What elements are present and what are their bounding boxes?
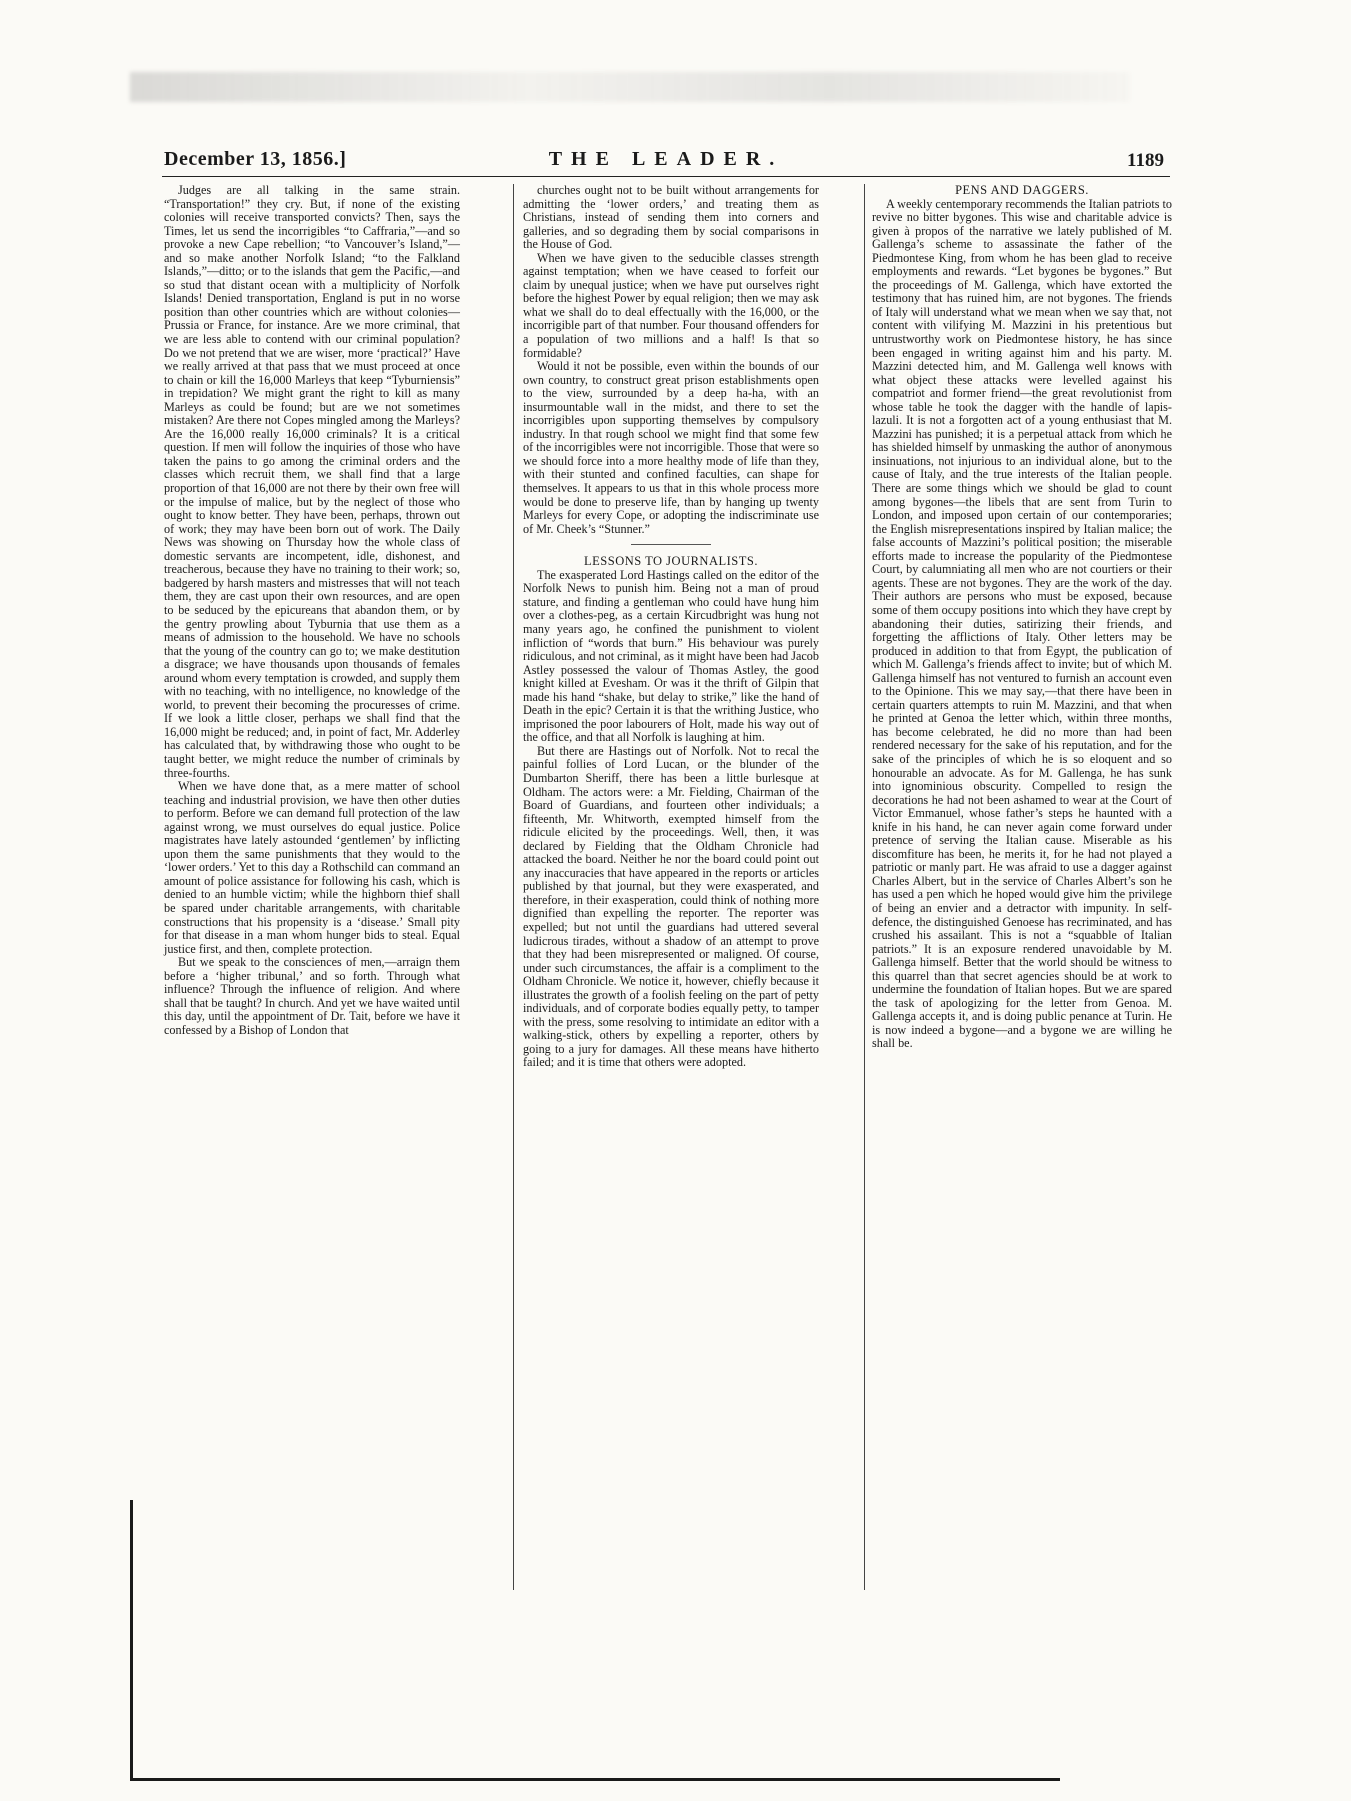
section-divider bbox=[631, 544, 711, 545]
paragraph: Would it not be possible, even within the bounds of our own country, to construct great prison establishments open to the view, surrounded by a deep ha-ha, with an insurmountable wall in the midst, and there to set the incorrigibles upon supporting themselves by compulsory industry. In that rough school we might find that some few of the incorrigibles were not incorrigible. Those that were so we should force into a more healthy mode of life than they, with their stunted and confined faculties, can shape for themselves. It appears to us that in this whole process more would be done to preserve life, than by hanging up twenty Marleys for every Cope, or adopting the indiscriminate use of Mr. Cheek’s “Stunner.” bbox=[523, 359, 819, 536]
paragraph: When we have done that, as a mere matter of school teaching and industrial provision, we have then other duties to perform. Before we can demand full protection of the law against wrong, we must ourselves do equal justice. Police magistrates have lately astounded ‘gentlemen’ by inflicting upon them the same punishments that they would to the ‘lower orders.’ Yet to this day a Rothschild can command an amount of police assistance for following his cash, which is denied to an humble victim; while the highborn thief shall be spared under charitable arrangements, with charitable constructions that his propensity is a ‘disease.’ Small pity for that disease in a man whom hunger bids to steal. Equal justice first, and then, complete protection. bbox=[164, 779, 460, 956]
column-2 bbox=[523, 184, 819, 1070]
scan-edge bbox=[130, 1500, 133, 1780]
page-header bbox=[162, 142, 1170, 177]
paragraph: Judges are all talking in the same strain. “Transportation!” they cry. But, if none of the existing colonies will receive transported convicts? Then, says the Times, let us send the incorrigibles “to Caffraria,”—and so provoke a new Cape rebellion; “to Vancouver’s Island,”—and so make another Norfolk Island; “to the Falkland Islands,”—ditto; or to the islands that gem the Pacific,—and so stud that distant ocean with a multiplicity of Norfolk Islands! Denied transportation, England is put in no worse position than other countries which are without colonies—Prussia or France, for instance. Are we more criminal, that we are less able to contend with our criminal population? Do we not pretend that we are wiser, more ‘practical?’ Have we really arrived at that pass that we must proceed at once to chain or kill the 16,000 Marleys that keep “Tyburniensis” in trepidation? We might grant the right to kill as many Marleys as could be found; but are we not sometimes mistaken? Are there not Copes mingled among the Marleys? Are the 16,000 really 16,000 criminals? It is a critical question. If men will follow the inquiries of those who have taken the pains to go among the criminal orders and the classes which recruit them, we shall find that a large proportion of that 16,000 are not there by their own free will or the impulse of malice, but by the neglect of those who ought to know better. They have been, perhaps, thrown out of work; they may have been born out of work. The Daily News was showing on Thursday how the whole class of domestic servants are incompetent, idle, dishonest, and treacherous, because they have no training to their work; so, badgered by harsh masters and mistresses that will not teach them, they are cast upon their own resources, and are open to be seduced by the epicureans that abandon them, or by the gentry prowling about Tyburnia that use them as a means of admission to the household. We have no schools that the young of the country can go to; we make destitution a disgrace; we have thousands upon thousands of females around whom every temptation is crowded, and supply them with no teaching, with no intelligence, no knowledge of the world, to prevent their becoming the procuresses of crime. If we look a little closer, perhaps we shall find that the 16,000 might be reduced; and, in point of fact, Mr. Adderley has calculated that, by withdrawing those who ought to be taught better, we might reduce the number of criminals by three-fourths. bbox=[164, 183, 460, 780]
scan-bottom-edge bbox=[130, 1778, 1060, 1781]
paragraph: But there are Hastings out of Norfolk. Not to recal the painful follies of Lord Lucan, or the blunder of the Dumbarton Sheriff, there has been a little burlesque at Oldham. The actors were: a Mr. Fielding, Chairman of the Board of Guardians, and fourteen other individuals; a fifteenth, Mr. Whitworth, exempted himself from the ridicule elicited by the proceedings. Well, then, it was declared by Fielding that the Oldham Chronicle had attacked the board. Neither he nor the board could point out any inaccuracies that have appeared in the reports or articles published by that journal, but they were exasperated, and therefore, in their exasperation, could think of nothing more dignified than expelling the reporter. The reporter was expelled; but not until the guardians had uttered several ludicrous tirades, without a shadow of an attempt to prove that they had been misrepresented or maligned. Of course, under such circumstances, the affair is a compliment to the Oldham Chronicle. We notice it, however, chiefly because it illustrates the growth of a foolish feeling on the part of petty individuals, and of corporate bodies equally petty, to tamper with the press, some resolving to intimidate an editor with a walking-stick, others by expelling a reporter, others by going to a jury for damages. All these means have hitherto failed; and it is time that others were adopted. bbox=[523, 743, 819, 1070]
newspaper-title: THE LEADER. bbox=[548, 148, 784, 170]
paragraph: But we speak to the consciences of men,—arraign them before a ‘higher tribunal,’ and so forth. Through what influence? Through the influence of religion. And where shall that be taught? In church. And yet we have waited until this day, until the appointment of Dr. Tait, before we have it confessed by a Bishop of London that bbox=[164, 955, 460, 1037]
column-1 bbox=[164, 184, 460, 1037]
column-rule-2 bbox=[864, 184, 865, 1590]
paragraph: churches ought not to be built without arrangements for admitting the ‘lower orders,’ and treating them as Christians, instead of sending them into corners and galleries, and so degrading them by social comparisons in the House of God. bbox=[523, 183, 819, 252]
issue-date: December 13, 1856.] bbox=[164, 148, 347, 170]
section-heading-lessons: LESSONS TO JOURNALISTS. bbox=[584, 554, 758, 569]
column-rule-1 bbox=[513, 184, 514, 1590]
page-number: 1189 bbox=[1127, 150, 1164, 171]
paragraph: A weekly centemporary recommends the Italian patriots to revive no bitter bygones. This wise and charitable advice is given à propos of the narrative we lately published of M. Gallenga’s scheme to assassinate the father of the Piedmontese King, from whom he has been glad to receive employments and rewards. “Let bygones be bygones.” But the proceedings of M. Gallenga, which have extorted the testimony that has ruined him, are not bygones. The friends of Italy will understand what we mean when we say that, not content with vilifying M. Mazzini in his pretentious but untrustworthy work on Piedmontese history, he has since been engaged in writing against him and his party. M. Mazzini detected him, and M. Gallenga well knows with what object these attacks were levelled against his compatriot and former friend—the great revolutionist from whose table he took the dagger with the handle of lapis-lazuli. It is not a forgotten act of a young enthusiast that M. Mazzini has punished; it is a perpetual attack from which he has shielded himself by unmasking the author of anonymous insinuations, not injurious to an individual alone, but to the cause of Italy, and the true interests of the Italian people. There are some things which we should be glad to count among bygones—the libels that are sent from Turin to London, and imposed upon certain of our contemporaries; the English misrepresentations inspired by Italian malice; the false accounts of Mazzini’s political position; the miserable efforts made to increase the popularity of the Piedmontese Court, by calumniating all men who are not courtiers or their agents. These are not bygones. They are the work of the day. Their authors are persons who must be exposed, because some of them occupy positions into which they have crept by abandoning their duties, satirizing their friends, and forgetting the afflictions of Italy. Other letters may be produced in addition to that from Egypt, the publication of which M. Gallenga’s friends affect to invite; but of which M. Gallenga himself has not ventured to furnish an account even to the Opinione. This we may say,—that there have been in certain quarters attempts to ruin M. Mazzini, and that when he printed at Genoa the letter which, within three months, has become celebrated, he did no more than had been rendered necessary for the sake of his reputation, and for the sake of the principles of which he is so eloquent and so honourable an advocate. As for M. Gallenga, he has sunk into ignominious obscurity. Compelled to resign the decorations he had not been ashamed to wear at the Court of Victor Emmanuel, whose father’s steps he haunted with a knife in his hand, he can never again come forward under pretence of serving the Italian cause. Miserable as his discomfiture has been, he merits it, for he had not played a patriotic or manly part. He was afraid to use a dagger against Charles Albert, but in the service of Charles Albert’s son he has used a pen which he hoped would give him the privilege of being an envier and a detractor with impunity. In self-defence, the distinguished Genoese has recriminated, and has crushed his assailant. This is not a “squabble of Italian patriots.” It is an exposure rendered unavoidable by M. Gallenga himself. Better that the world should be witness to this quarrel than that secret agencies should be at work to undermine the foundation of Italian hopes. But we are spared the task of apologizing for the letter from Genoa. M. Gallenga accepts it, and is doing public penance at Turin. He is now indeed a bygone—and a bygone we are willing he shall be. bbox=[872, 196, 1172, 1051]
scan-smudge bbox=[130, 72, 1130, 102]
paragraph: When we have given to the seducible classes strength against temptation; when we have ceased to forfeit our claim by unequal justice; when we have put ourselves right before the highest Power by equal religion; then we may ask what we shall do to deal effectually with the 16,000, or the incorrigible part of that number. Four thousand offenders for a population of two millions and a half! Is that so formidable? bbox=[523, 250, 819, 360]
paragraph: The exasperated Lord Hastings called on the editor of the Norfolk News to punish him. Being not a man of proud stature, and finding a gentleman who could have hung him over a clothes-peg, as a certain Kircudbright was hung not many years ago, he confined the punishment to violent infliction of “words that burn.” His behaviour was purely ridiculous, and not criminal, as it might have been had Jacob Astley possessed the valour of Thomas Astley, the good knight killed at Evesham. Or was it the thrift of Gilpin that made his hand “shake, but delay to strike,” like the hand of Death in the epic? Certain it is that the writhing Justice, who imprisoned the poor labourers of Holt, made his way out of the office, and that all Norfolk is laughing at him. bbox=[523, 567, 819, 745]
section-heading-pens: PENS AND DAGGERS. bbox=[955, 183, 1089, 197]
column-3 bbox=[872, 184, 1172, 1051]
